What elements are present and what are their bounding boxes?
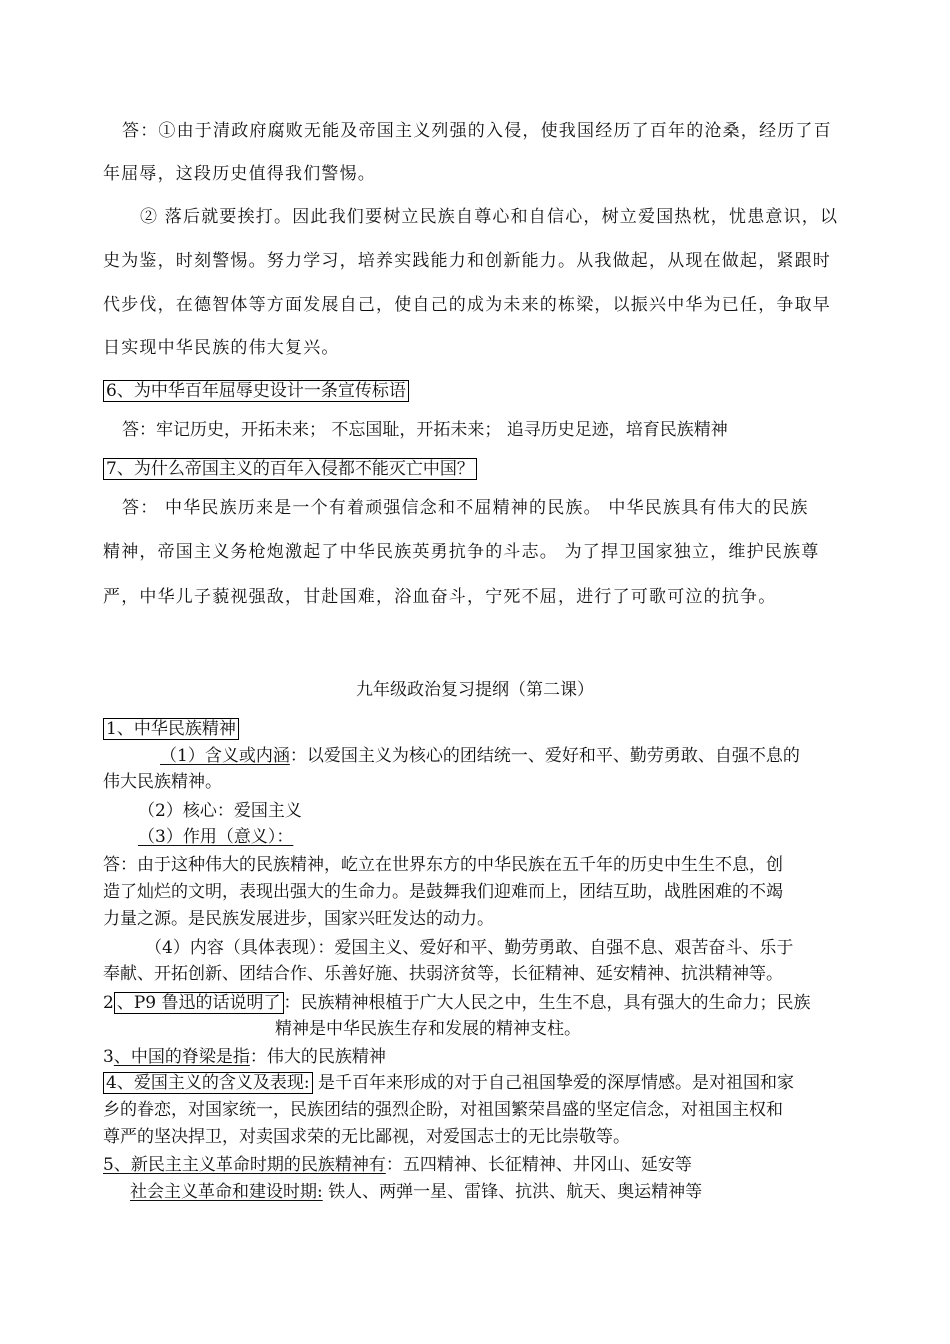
question-7-answer-line: 答： 中华民族历来是一个有着顽强信念和不屈精神的民族。 中华民族具有伟大的民族 <box>122 498 809 518</box>
section-1-item-4: （4）内容（具体表现）：爱国主义、爱好和平、勤劳勇敢、自强不息、艰苦奋斗、乐于 <box>145 938 794 958</box>
answer-q5-line: 日实现中华民族的伟大复兴。 <box>103 338 340 358</box>
answer-q5-line: 年屈辱，这段历史值得我们警惕。 <box>103 164 376 184</box>
question-6-title: 6、为中华百年屈辱史设计一条宣传标语 <box>103 380 409 402</box>
section-4-cont: 乡的眷恋，对国家统一，民族团结的强烈企盼，对祖国繁荣昌盛的坚定信念，对祖国主权和 <box>103 1100 783 1120</box>
section-5-sub: 社会主义革命和建设时期: 铁人、两弹一星、雷锋、抗洪、航天、奥运精神等 <box>130 1182 703 1202</box>
section-2: 2 、P9 鲁迅的话说明了 ：民族精神根植于广大人民之中，生生不息，具有强大的生命力；民族 <box>103 993 811 1013</box>
section-1-item-3: （3）作用（意义）： <box>138 827 294 847</box>
answer-q5-line: 史为鉴，时刻警惕。努力学习，培养实践能力和创新能力。从我做起，从现在做起，紧跟时 <box>103 251 831 271</box>
section-3: 3、中国的脊梁是指：伟大的民族精神 <box>103 1047 386 1067</box>
section-4: 4、爱国主义的含义及表现: 是千百年来形成的对于自己祖国挚爱的深厚情感。是对祖国和家 <box>103 1072 794 1094</box>
section-1-title: 1、中华民族精神 <box>103 718 239 740</box>
section-2-cont: 精神是中华民族生存和发展的精神支柱。 <box>275 1019 581 1039</box>
question-7-answer-line: 精神，帝国主义务枪炮激起了中华民族英勇抗争的斗志。 为了捍卫国家独立，维护民族尊 <box>103 542 820 562</box>
section-1-item-4-cont: 奉献、开拓创新、团结合作、乐善好施、扶弱济贫等，长征精神、延安精神、抗洪精神等。 <box>103 964 783 984</box>
section-5: 5、新民主主义革命时期的民族精神有：五四精神、长征精神、井冈山、延安等 <box>103 1155 692 1175</box>
answer-q5-line: ② 落后就要挨打。因此我们要树立民族自尊心和自信心，树立爱国热枕，忧患意识，以 <box>140 207 839 227</box>
section-1-item-3-answer: 力量之源。是民族发展进步，国家兴旺发达的动力。 <box>103 909 494 929</box>
answer-q5-line: 答：①由于清政府腐败无能及帝国主义列强的入侵，使我国经历了百年的沧桑，经历了百 <box>122 121 832 141</box>
question-7-answer-line: 严，中华儿子藐视强敌，甘赴国难，浴血奋斗，宁死不屈，进行了可歌可泣的抗争。 <box>103 587 777 607</box>
section-1-item-2: （2）核心：爱国主义 <box>138 801 302 821</box>
question-6-answer: 答：牢记历史，开拓未来； 不忘国耻，开拓未来； 追寻历史足迹，培育民族精神 <box>122 420 728 440</box>
answer-q5-line: 代步伐，在德智体等方面发展自己，使自己的成为未来的栋梁，以振兴中华为已任，争取早 <box>103 295 831 315</box>
section-4-cont: 尊严的坚决捍卫，对卖国求荣的无比鄙视，对爱国志士的无比崇敬等。 <box>103 1127 630 1147</box>
question-7-title: 7、为什么帝国主义的百年入侵都不能灭亡中国？ <box>103 458 477 480</box>
page-title: 九年级政治复习提纲（第二课） <box>356 680 594 700</box>
section-1-item-3-answer: 答：由于这种伟大的民族精神，屹立在世界东方的中华民族在五千年的历史中生生不息，创 <box>103 855 783 875</box>
section-1-item-1: （1）含义或内涵：以爱国主义为核心的团结统一、爱好和平、勤劳勇敢、自强不息的 <box>160 746 800 766</box>
section-1-item-3-answer: 造了灿烂的文明，表现出强大的生命力。是鼓舞我们迎难而上，团结互助，战胜困难的不竭 <box>103 882 783 902</box>
section-1-item-1-cont: 伟大民族精神。 <box>103 772 222 792</box>
